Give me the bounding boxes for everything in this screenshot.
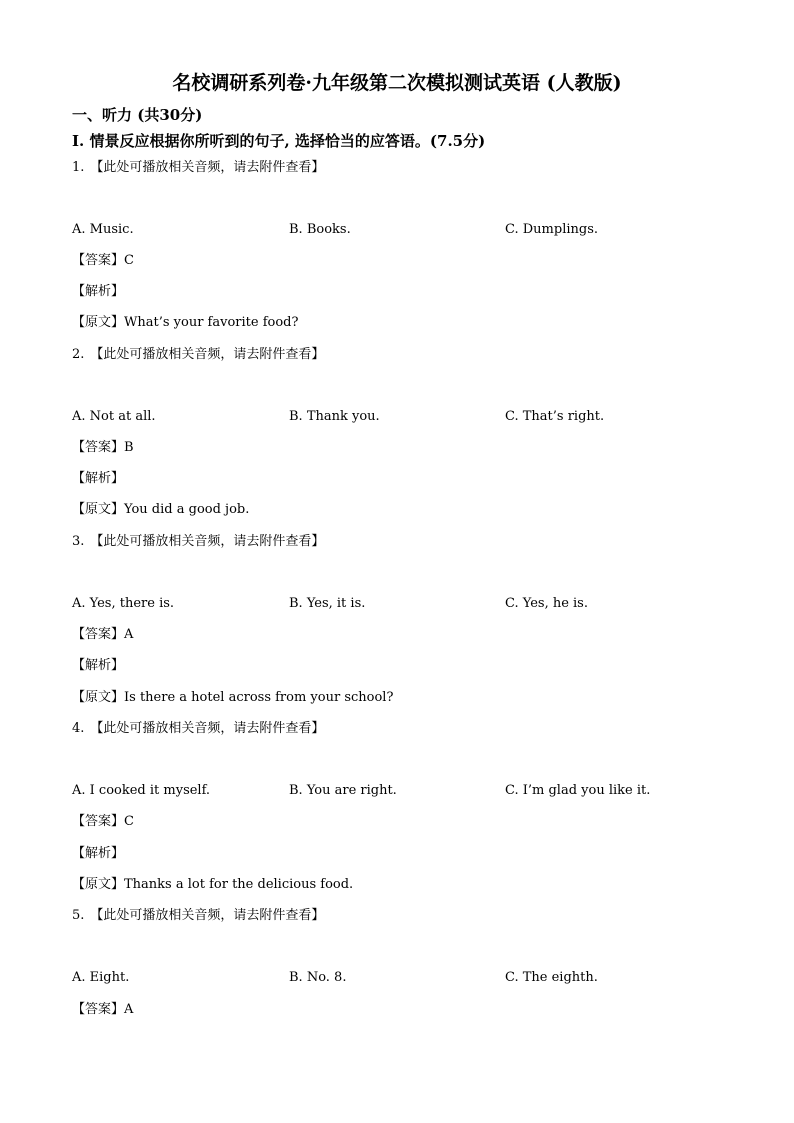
part-heading: I. 情景反应根据你所听到的句子, 选择恰当的应答语。(7.5分) (72, 132, 486, 150)
analysis-label: 【解析】 (72, 658, 125, 673)
question-1-analysis (72, 283, 124, 301)
question-1-option-c: C. Dumplings. (505, 222, 599, 237)
question-5-prompt (72, 907, 324, 925)
answer-value: A (124, 1002, 134, 1017)
question-3-original (72, 689, 393, 707)
question-3-answer (72, 626, 133, 644)
question-4-option-c: C. I’m glad you like it. (505, 783, 651, 798)
question-1-option-a: A. Music. (72, 222, 134, 237)
answer-value: C (124, 253, 134, 268)
page-title: 名校调研系列卷·九年级第二次模拟测试英语 (人教版) (172, 72, 622, 94)
question-2-option-c: C. That’s right. (505, 409, 605, 424)
question-5-option-a: A. Eight. (72, 970, 130, 985)
answer-label: 【答案】 (72, 814, 125, 829)
question-2-analysis (72, 470, 124, 488)
original-text: What’s your favorite food? (124, 315, 299, 330)
question-2-option-b: B. Thank you. (289, 409, 380, 424)
audio-note: 【此处可播放相关音频，请去附件查看】 (90, 908, 325, 923)
question-5-option-c: C. The eighth. (505, 970, 598, 985)
question-4-analysis (72, 845, 124, 863)
question-number: 2. (72, 347, 85, 362)
answer-value: A (124, 627, 134, 642)
question-2-prompt (72, 346, 324, 364)
question-2-option-a: A. Not at all. (72, 409, 156, 424)
answer-label: 【答案】 (72, 440, 125, 455)
question-5-answer (72, 1001, 133, 1019)
original-label: 【原文】 (72, 502, 125, 517)
original-text: You did a good job. (124, 502, 250, 517)
question-1-prompt (72, 159, 324, 177)
answer-label: 【答案】 (72, 253, 125, 268)
question-1-option-b: B. Books. (289, 222, 351, 237)
question-3-analysis (72, 657, 124, 675)
question-4-option-b: B. You are right. (289, 783, 397, 798)
answer-label: 【答案】 (72, 1002, 125, 1017)
audio-note: 【此处可播放相关音频，请去附件查看】 (90, 160, 325, 175)
question-3-prompt (72, 533, 324, 551)
original-text: Is there a hotel across from your school? (124, 690, 394, 705)
question-4-prompt (72, 720, 324, 738)
original-label: 【原文】 (72, 690, 125, 705)
question-number: 5. (72, 908, 85, 923)
question-number: 3. (72, 534, 85, 549)
question-4-original (72, 876, 353, 894)
question-3-option-c: C. Yes, he is. (505, 596, 588, 611)
audio-note: 【此处可播放相关音频，请去附件查看】 (90, 534, 325, 549)
analysis-label: 【解析】 (72, 846, 125, 861)
question-4-option-a: A. I cooked it myself. (72, 783, 211, 798)
question-3-option-a: A. Yes, there is. (72, 596, 175, 611)
analysis-label: 【解析】 (72, 471, 125, 486)
original-text: Thanks a lot for the delicious food. (124, 877, 354, 892)
question-number: 4. (72, 721, 85, 736)
question-1-original (72, 314, 298, 332)
audio-note: 【此处可播放相关音频，请去附件查看】 (90, 347, 325, 362)
question-number: 1. (72, 160, 85, 175)
question-2-original (72, 501, 249, 519)
original-label: 【原文】 (72, 877, 125, 892)
audio-note: 【此处可播放相关音频，请去附件查看】 (90, 721, 325, 736)
answer-value: C (124, 814, 134, 829)
question-1-answer (72, 252, 134, 270)
answer-label: 【答案】 (72, 627, 125, 642)
original-label: 【原文】 (72, 315, 125, 330)
analysis-label: 【解析】 (72, 284, 125, 299)
question-2-answer (72, 439, 134, 457)
section-heading: 一、听力 (共30分) (72, 106, 203, 124)
question-5-option-b: B. No. 8. (289, 970, 347, 985)
question-4-answer (72, 813, 134, 831)
question-3-option-b: B. Yes, it is. (289, 596, 366, 611)
answer-value: B (124, 440, 134, 455)
